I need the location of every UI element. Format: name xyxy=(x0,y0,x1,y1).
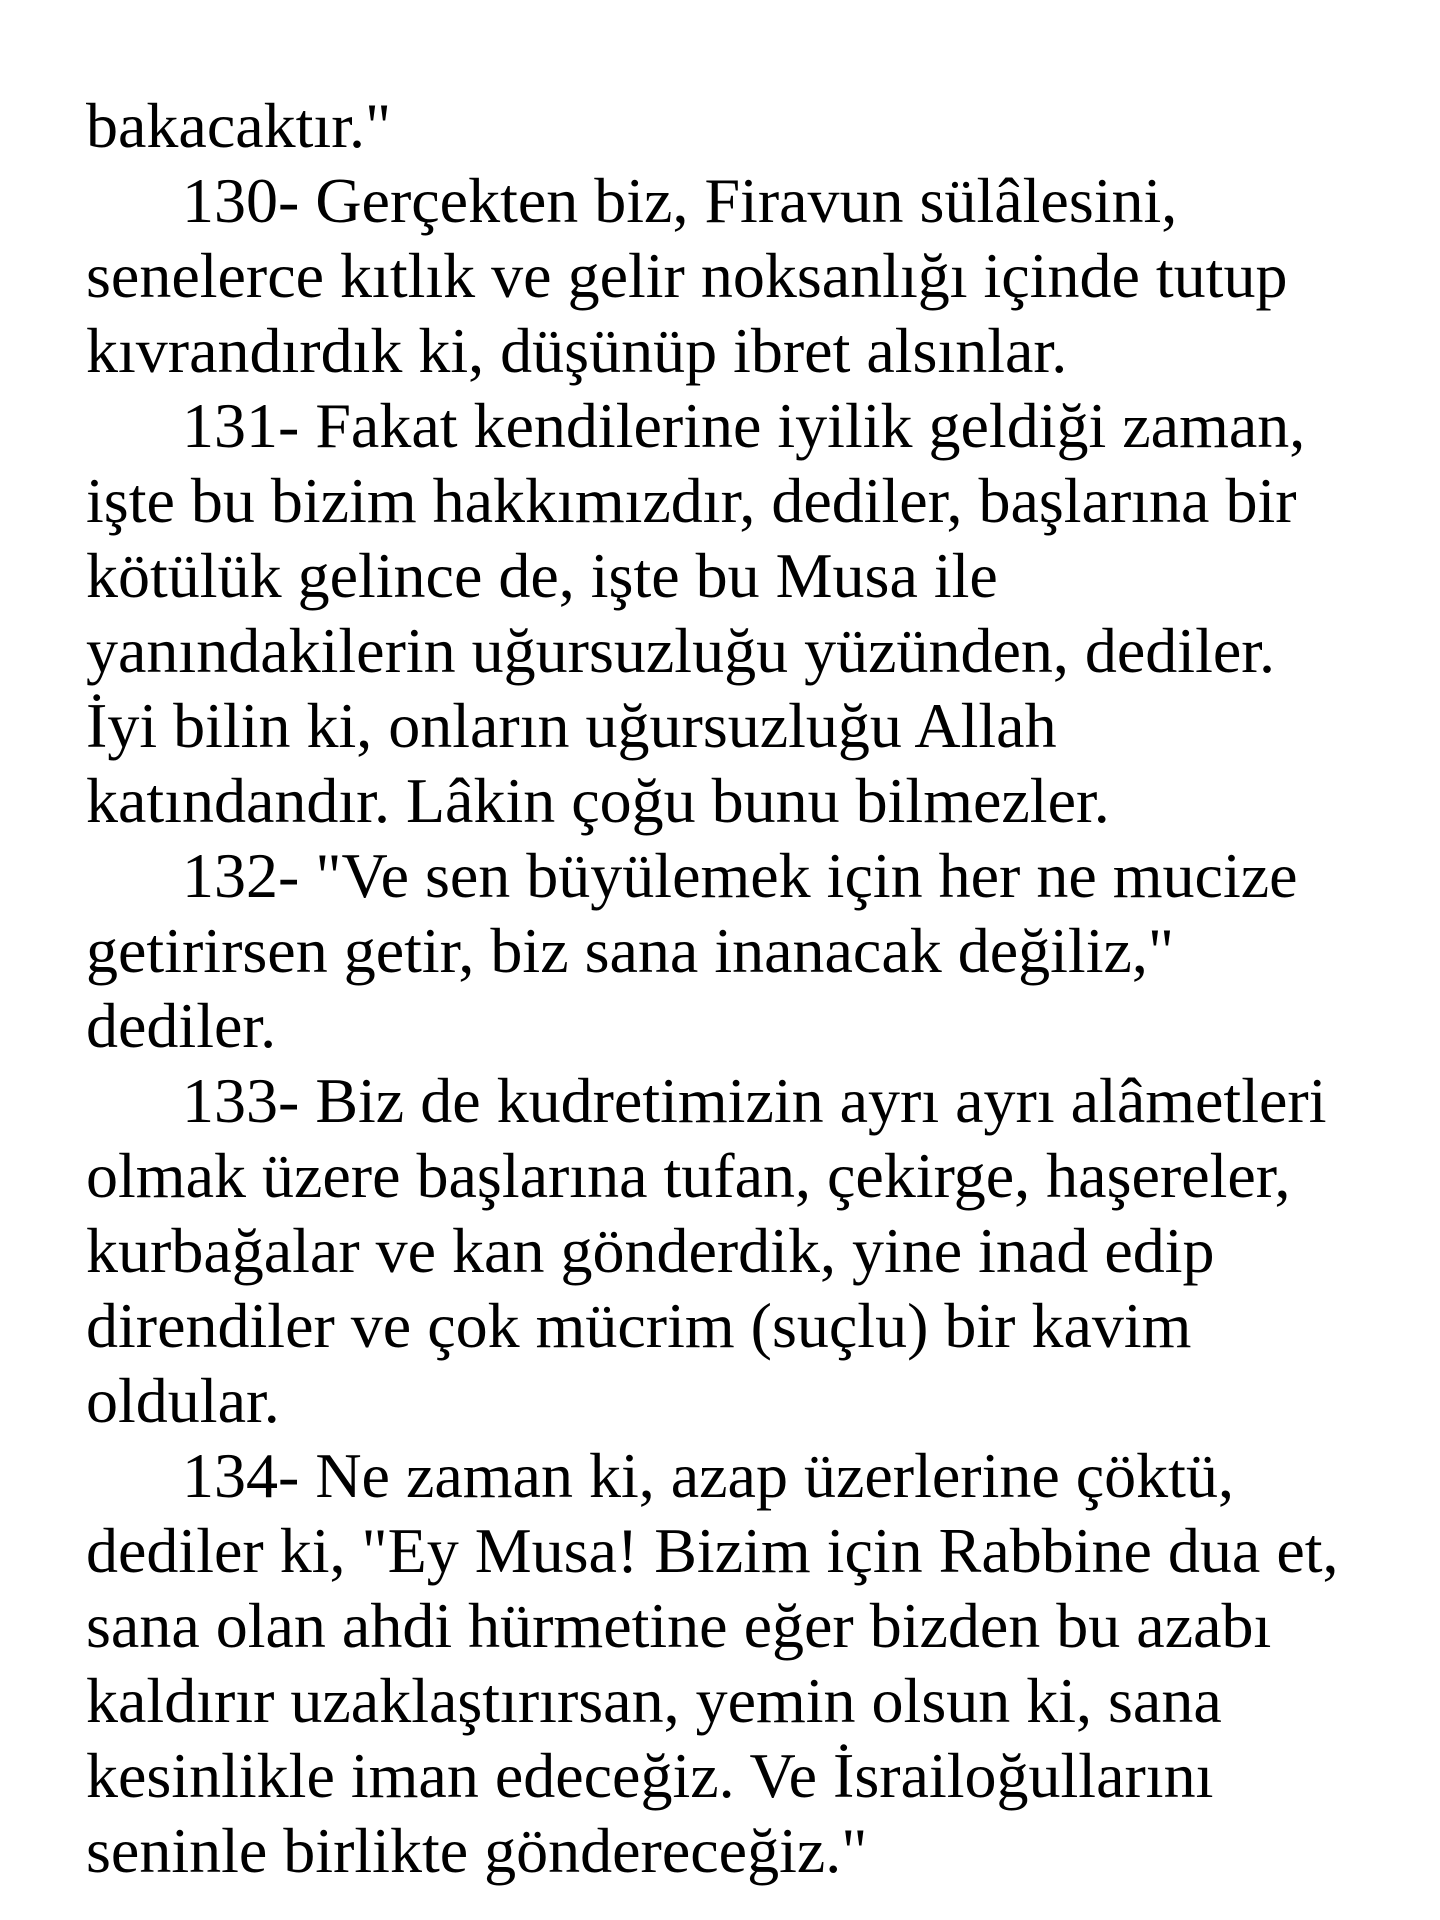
verse-132-line: 132- "Ve sen büyülemek için her ne mucize xyxy=(182,840,1298,911)
text-line: kesinlikle iman edeceğiz. Ve İsrailoğullarını xyxy=(86,1740,1214,1811)
text-line: yanındakilerin uğursuzluğu yüzünden, dediler. xyxy=(86,615,1276,686)
verse-134-line: 134- Ne zaman ki, azap üzerlerine çöktü, xyxy=(182,1440,1234,1511)
text-line: kötülük gelince de, işte bu Musa ile xyxy=(86,540,998,611)
text-line: senelerce kıtlık ve gelir noksanlığı içinde tutup xyxy=(86,240,1288,311)
text-line: İyi bilin ki, onların uğursuzluğu Allah xyxy=(86,690,1057,761)
verse-133-line: 133- Biz de kudretimizin ayrı ayrı alâmetleri xyxy=(182,1065,1327,1136)
text-line: getirirsen getir, biz sana inanacak değiliz," xyxy=(86,915,1174,986)
text-line: işte bu bizim hakkımızdır, dediler, başlarına bir xyxy=(86,465,1297,536)
text-line: kıvrandırdık ki, düşünüp ibret alsınlar. xyxy=(86,315,1068,386)
document-page xyxy=(86,88,1396,1888)
verse-130-line: 130- Gerçekten biz, Firavun sülâlesini, xyxy=(182,165,1178,236)
text-line: kaldırır uzaklaştırırsan, yemin olsun ki, sana xyxy=(86,1665,1222,1736)
text-line: katındandır. Lâkin çoğu bunu bilmezler. xyxy=(86,765,1110,836)
text-line: direndiler ve çok mücrim (suçlu) bir kavim xyxy=(86,1290,1192,1361)
text-line: bakacaktır." xyxy=(86,90,392,161)
text-line: oldular. xyxy=(86,1365,280,1436)
verse-131-line: 131- Fakat kendilerine iyilik geldiği zaman, xyxy=(182,390,1306,461)
text-line: olmak üzere başlarına tufan, çekirge, haşereler, xyxy=(86,1140,1291,1211)
text-line: seninle birlikte göndereceğiz." xyxy=(86,1815,868,1886)
text-line: dediler ki, "Ey Musa! Bizim için Rabbine dua et, xyxy=(86,1515,1339,1586)
text-line: kurbağalar ve kan gönderdik, yine inad edip xyxy=(86,1215,1215,1286)
text-line: dediler. xyxy=(86,990,277,1061)
text-line: sana olan ahdi hürmetine eğer bizden bu azabı xyxy=(86,1590,1272,1661)
